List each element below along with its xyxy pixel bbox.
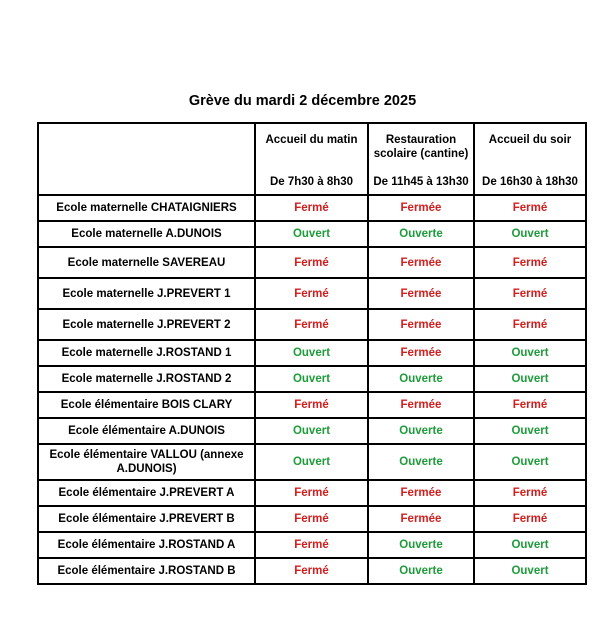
school-name: Ecole élémentaire BOIS CLARY	[38, 392, 255, 418]
status-soir: Fermé	[474, 309, 586, 340]
table-row	[38, 444, 586, 480]
status-cantine: Ouverte	[368, 558, 474, 584]
table-row	[38, 418, 586, 444]
status-matin: Fermé	[255, 278, 368, 309]
school-name: Ecole élémentaire VALLOU (annexe A.DUNOIS)	[38, 444, 255, 480]
status-cantine: Fermée	[368, 247, 474, 278]
header-empty-cell	[38, 123, 255, 195]
status-soir: Ouvert	[474, 444, 586, 480]
school-name: Ecole maternelle J.ROSTAND 1	[38, 340, 255, 366]
status-matin: Ouvert	[255, 366, 368, 392]
school-name: Ecole maternelle A.DUNOIS	[38, 221, 255, 247]
status-soir: Fermé	[474, 195, 586, 221]
column-title: Restauration scolaire (cantine)	[373, 134, 469, 160]
school-name: Ecole élémentaire J.PREVERT A	[38, 480, 255, 506]
column-title: Accueil du matin	[265, 134, 358, 146]
status-matin: Fermé	[255, 506, 368, 532]
status-matin: Fermé	[255, 392, 368, 418]
status-matin: Fermé	[255, 247, 368, 278]
school-name: Ecole élémentaire J.ROSTAND B	[38, 558, 255, 584]
status-soir: Fermé	[474, 247, 586, 278]
school-name: Ecole maternelle J.ROSTAND 2	[38, 366, 255, 392]
table-row	[38, 558, 586, 584]
table-row	[38, 366, 586, 392]
header-restauration	[368, 123, 474, 195]
status-matin: Ouvert	[255, 444, 368, 480]
school-name: Ecole maternelle J.PREVERT 2	[38, 309, 255, 340]
status-matin: Ouvert	[255, 418, 368, 444]
status-cantine: Ouverte	[368, 366, 474, 392]
table-row	[38, 506, 586, 532]
status-soir: Ouvert	[474, 418, 586, 444]
table-row	[38, 340, 586, 366]
column-hours: De 16h30 à 18h30	[482, 176, 578, 188]
table-row	[38, 221, 586, 247]
school-name: Ecole maternelle SAVEREAU	[38, 247, 255, 278]
status-soir: Fermé	[474, 392, 586, 418]
status-cantine: Fermée	[368, 278, 474, 309]
status-cantine: Fermée	[368, 506, 474, 532]
column-hours: De 11h45 à 13h30	[373, 176, 469, 188]
status-soir: Ouvert	[474, 532, 586, 558]
status-matin: Fermé	[255, 532, 368, 558]
status-cantine: Ouverte	[368, 532, 474, 558]
school-name: Ecole maternelle CHATAIGNIERS	[38, 195, 255, 221]
table-row	[38, 532, 586, 558]
status-cantine: Ouverte	[368, 418, 474, 444]
school-name: Ecole élémentaire J.PREVERT B	[38, 506, 255, 532]
status-cantine: Ouverte	[368, 444, 474, 480]
table-row	[38, 309, 586, 340]
table-header-row	[38, 123, 586, 195]
status-soir: Ouvert	[474, 221, 586, 247]
strike-schedule-table	[37, 122, 587, 585]
status-cantine: Fermée	[368, 340, 474, 366]
status-soir: Ouvert	[474, 558, 586, 584]
status-matin: Ouvert	[255, 221, 368, 247]
table-row	[38, 278, 586, 309]
status-soir: Ouvert	[474, 366, 586, 392]
school-name: Ecole maternelle J.PREVERT 1	[38, 278, 255, 309]
table-row	[38, 392, 586, 418]
table-row	[38, 480, 586, 506]
status-matin: Fermé	[255, 480, 368, 506]
table-body	[38, 195, 586, 584]
status-cantine: Ouverte	[368, 221, 474, 247]
status-cantine: Fermée	[368, 195, 474, 221]
table-row	[38, 195, 586, 221]
column-title: Accueil du soir	[488, 134, 572, 146]
status-matin: Fermé	[255, 309, 368, 340]
status-cantine: Fermée	[368, 480, 474, 506]
page-title: Grève du mardi 2 décembre 2025	[188, 93, 417, 109]
status-soir: Fermé	[474, 506, 586, 532]
school-name: Ecole élémentaire A.DUNOIS	[38, 418, 255, 444]
status-soir: Ouvert	[474, 340, 586, 366]
status-cantine: Fermée	[368, 392, 474, 418]
status-cantine: Fermée	[368, 309, 474, 340]
table-row	[38, 247, 586, 278]
status-matin: Fermé	[255, 195, 368, 221]
school-name: Ecole élémentaire J.ROSTAND A	[38, 532, 255, 558]
status-matin: Fermé	[255, 558, 368, 584]
status-matin: Ouvert	[255, 340, 368, 366]
status-soir: Fermé	[474, 480, 586, 506]
column-hours: De 7h30 à 8h30	[269, 176, 354, 188]
header-accueil-matin	[255, 123, 368, 195]
header-accueil-soir	[474, 123, 586, 195]
status-soir: Fermé	[474, 278, 586, 309]
